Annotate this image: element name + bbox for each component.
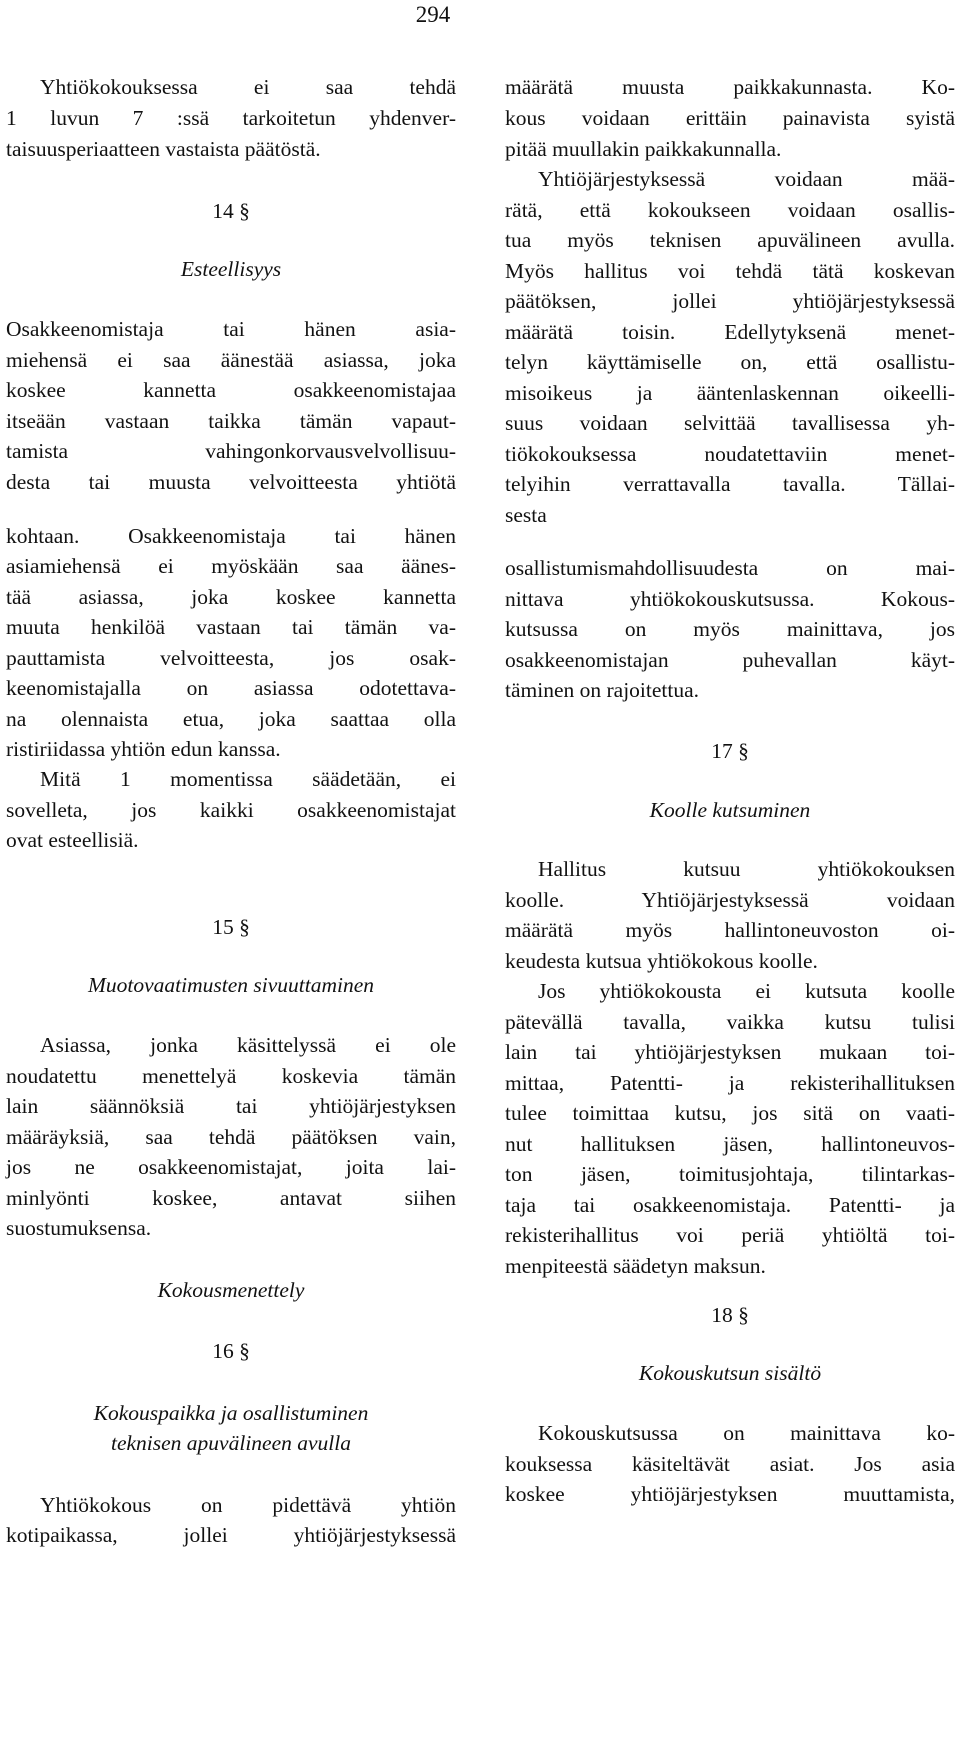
left-p3-line: kohtaan. Osakkeenomistaja tai hänen xyxy=(6,524,456,548)
right-p5-line: pätevällä tavalla, vaikka kutsu tulisi xyxy=(505,1009,955,1034)
left-p2-line: koskee kannetta osakkeenomistajaa xyxy=(6,378,456,402)
left-p5-line: suostumuksensa. xyxy=(6,1216,152,1240)
right-p2-line: Yhtiöjärjestyksessä voidaan mää- xyxy=(538,167,955,191)
left-p2-line: tamista vahingonkorvausvelvollisuu- xyxy=(6,439,456,463)
left-p2-line: Osakkeenomistaja tai hänen asia- xyxy=(6,317,456,341)
left-p4-line: Mitä 1 momentissa säädetään, ei xyxy=(40,767,456,791)
right-p2-line: Myös hallitus voi tehdä tätä koskevan xyxy=(505,259,955,283)
section-16-title-line2: teknisen apuvälineen avulla xyxy=(110,1431,351,1455)
section-15-title: Muotovaatimusten sivuuttaminen xyxy=(87,973,375,997)
right-p4-line: koolle. Yhtiöjärjestyksessä voidaan xyxy=(505,888,955,912)
right-p2-line: tua myös teknisen apuvälineen avulla. xyxy=(505,228,955,252)
left-p3-line: na olennaista etua, joka saattaa olla xyxy=(6,707,456,731)
section-16-number: 16 § xyxy=(212,1339,250,1363)
left-p2-line: itseään vastaan taikka tämän vapaut- xyxy=(6,408,456,433)
right-p2-line: sesta xyxy=(505,503,547,527)
right-p6-line: kouksessa käsiteltävät asiat. Jos asia xyxy=(505,1452,955,1476)
right-p5-line: taja tai osakkeenomistaja. Patentti- ja xyxy=(505,1192,955,1217)
right-p2-line: telyn käyttämiselle on, että osallistu- xyxy=(505,350,955,374)
left-p3-line: muuta henkilöä vastaan tai tämän va- xyxy=(6,615,456,639)
right-p2-line: misoikeus ja ääntenlaskennan oikeelli- xyxy=(505,381,955,405)
left-p1-line: taisuusperiaatteen vastaista päätöstä. xyxy=(6,137,321,161)
right-p2-line: suus voidaan selvittää tavallisessa yh- xyxy=(505,411,955,435)
right-p5-line: lain tai yhtiöjärjestyksen mukaan toi- xyxy=(505,1040,955,1064)
left-p5-line: minlyönti koskee, antavat siihen xyxy=(6,1185,456,1210)
left-p5-line: Asiassa, jonka käsittelyssä ei ole xyxy=(40,1033,456,1057)
right-p1-line: kous voidaan erittäin painavista syistä xyxy=(505,106,955,130)
section-18-number: 18 § xyxy=(711,1303,749,1327)
right-p2-line: telyihin verrattavalla tavalla. Tällai- xyxy=(505,472,955,496)
right-p2-line: määrätä toisin. Edellytyksenä menet- xyxy=(505,320,955,344)
left-p3-line: asiamiehensä ei myöskään saa äänes- xyxy=(6,554,456,578)
section-16-title-line1: Kokouspaikka ja osallistuminen xyxy=(93,1401,369,1425)
page-number: 294 xyxy=(415,2,451,27)
section-17-title: Koolle kutsuminen xyxy=(649,798,811,822)
left-p1-line: 1 luvun 7 :ssä tarkoitetun yhdenver- xyxy=(6,106,456,130)
left-p3-line: keenomistajalla on asiassa odotettava- xyxy=(6,676,456,700)
right-p2-line: tiökokouksessa noudatettaviin menet- xyxy=(505,442,955,466)
right-p6-line: koskee yhtiöjärjestyksen muuttamista, xyxy=(505,1482,955,1506)
right-p3-line: nittava yhtiökokouskutsussa. Kokous- xyxy=(505,587,955,611)
right-p2-line: päätöksen, jollei yhtiöjärjestyksessä xyxy=(505,289,955,313)
right-p5-line: nut hallituksen jäsen, hallintoneuvos- xyxy=(505,1131,955,1156)
right-p1-line: määrätä muusta paikkakunnasta. Ko- xyxy=(505,75,955,99)
left-p5-line: noudatettu menettelyä koskevia tämän xyxy=(6,1063,456,1088)
section-15-number: 15 § xyxy=(212,915,250,939)
right-p5-line: menpiteestä säädetyn maksun. xyxy=(505,1253,766,1278)
left-p1-line: Yhtiökokouksessa ei saa tehdä xyxy=(40,75,456,99)
left-p4-line: sovelleta, jos kaikki osakkeenomistajat xyxy=(6,798,456,822)
right-p4-line: keudesta kutsua yhtiökokous koolle. xyxy=(505,949,818,973)
left-p5-line: lain säännöksiä tai yhtiöjärjestyksen xyxy=(6,1094,456,1118)
right-p5-line: ton jäsen, toimitusjohtaja, tilintarkas- xyxy=(505,1162,955,1186)
left-p3-line: tää asiassa, joka koskee kannetta xyxy=(6,585,456,609)
left-p6-line: Yhtiökokous on pidettävä yhtiön xyxy=(40,1493,456,1517)
section-18-title: Kokouskutsun sisältö xyxy=(638,1361,822,1385)
left-p2-line: miehensä ei saa äänestää asiassa, joka xyxy=(6,347,456,372)
right-p3-line: kutsussa on myös mainittava, jos xyxy=(505,617,955,641)
right-p6-line: Kokouskutsussa on mainittava ko- xyxy=(538,1421,955,1445)
left-p5-line: määräyksiä, saa tehdä päätöksen vain, xyxy=(6,1124,456,1149)
right-p3-line: osakkeenomistajan puhevallan käyt- xyxy=(505,648,955,672)
left-p4-line: ovat esteellisiä. xyxy=(6,828,139,852)
left-p3-line: ristiriidassa yhtiön edun kanssa. xyxy=(6,737,281,761)
right-p2-line: rätä, että kokoukseen voidaan osallis- xyxy=(505,198,955,222)
left-p6-line: kotipaikassa, jollei yhtiöjärjestyksessä xyxy=(6,1523,456,1547)
right-p3-line: täminen on rajoitettua. xyxy=(505,678,700,702)
right-p4-line: Hallitus kutsuu yhtiökokouksen xyxy=(538,857,955,881)
right-p5-line: rekisterihallitus voi periä yhtiöltä toi- xyxy=(505,1223,955,1247)
section-14-title: Esteellisyys xyxy=(180,257,282,281)
left-p5-line: jos ne osakkeenomistajat, joita lai- xyxy=(6,1155,456,1179)
chapter-heading: Kokousmenettely xyxy=(157,1278,305,1302)
section-14-number: 14 § xyxy=(212,199,250,223)
right-p5-line: tulee toimittaa kutsu, jos sitä on vaati- xyxy=(505,1101,955,1125)
right-p4-line: määrätä myös hallintoneuvoston oi- xyxy=(505,918,955,942)
right-p1-line: pitää muullakin paikkakunnalla. xyxy=(505,137,782,161)
section-17-number: 17 § xyxy=(711,739,749,763)
left-p3-line: pauttamista velvoitteesta, jos osak- xyxy=(6,646,456,670)
left-p2-line: desta tai muusta velvoitteesta yhtiötä xyxy=(6,469,456,494)
right-p3-line: osallistumismahdollisuudesta on mai- xyxy=(505,556,955,580)
right-p5-line: mittaa, Patentti- ja rekisterihallituksen xyxy=(505,1070,955,1095)
right-p5-line: Jos yhtiökokousta ei kutsuta koolle xyxy=(538,979,955,1003)
